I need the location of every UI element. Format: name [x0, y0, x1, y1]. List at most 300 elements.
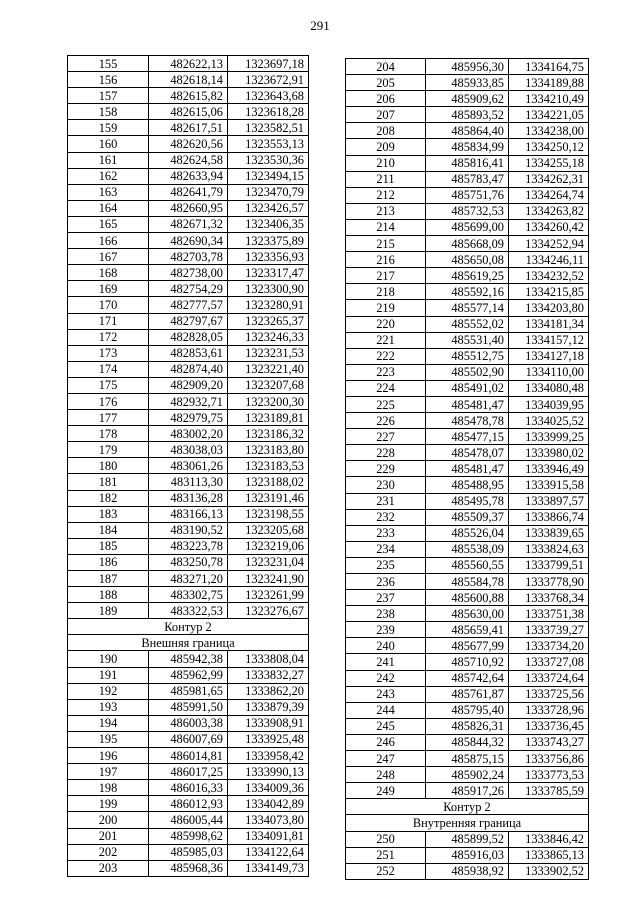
- point-number-cell: 219: [346, 300, 426, 316]
- y-coordinate-cell: 1323205,68: [228, 522, 309, 538]
- table-row: [346, 139, 589, 155]
- y-coordinate-cell: 1323189,81: [228, 410, 309, 426]
- y-coordinate-cell: 1334252,94: [509, 236, 589, 252]
- table-row: [68, 393, 309, 409]
- y-coordinate-cell: 1333785,59: [509, 783, 589, 799]
- y-coordinate-cell: 1333725,56: [509, 686, 589, 702]
- y-coordinate-cell: 1323191,46: [228, 490, 309, 506]
- x-coordinate-cell: 482979,75: [149, 410, 228, 426]
- point-number-cell: 206: [346, 91, 426, 107]
- x-coordinate-cell: 485761,87: [426, 686, 509, 702]
- x-coordinate-cell: 485677,99: [426, 638, 509, 654]
- x-coordinate-cell: 482618,14: [149, 72, 228, 88]
- section-header-row: [68, 619, 309, 635]
- point-number-cell: 204: [346, 59, 426, 75]
- table-row: [346, 316, 589, 332]
- x-coordinate-cell: 482660,95: [149, 200, 228, 216]
- point-number-cell: 179: [68, 442, 149, 458]
- y-coordinate-cell: 1334238,00: [509, 123, 589, 139]
- x-coordinate-cell: 485875,15: [426, 751, 509, 767]
- point-number-cell: 231: [346, 493, 426, 509]
- table-row: [346, 751, 589, 767]
- point-number-cell: 212: [346, 187, 426, 203]
- x-coordinate-cell: 482738,00: [149, 265, 228, 281]
- y-coordinate-cell: 1323375,89: [228, 233, 309, 249]
- point-number-cell: 222: [346, 348, 426, 364]
- y-coordinate-cell: 1334073,80: [228, 812, 309, 828]
- y-coordinate-cell: 1334110,00: [509, 364, 589, 380]
- x-coordinate-cell: 485699,00: [426, 219, 509, 235]
- table-row: [346, 348, 589, 364]
- x-coordinate-cell: 485478,78: [426, 413, 509, 429]
- point-number-cell: 184: [68, 522, 149, 538]
- x-coordinate-cell: 485998,62: [149, 828, 228, 844]
- point-number-cell: 158: [68, 104, 149, 120]
- y-coordinate-cell: 1323406,35: [228, 216, 309, 232]
- point-number-cell: 157: [68, 88, 149, 104]
- point-number-cell: 160: [68, 136, 149, 152]
- y-coordinate-cell: 1323241,90: [228, 571, 309, 587]
- y-coordinate-cell: 1334246,11: [509, 252, 589, 268]
- table-row: [68, 361, 309, 377]
- x-coordinate-cell: 483166,13: [149, 506, 228, 522]
- table-row: [68, 281, 309, 297]
- point-number-cell: 170: [68, 297, 149, 313]
- x-coordinate-cell: 482624,58: [149, 152, 228, 168]
- point-number-cell: 183: [68, 506, 149, 522]
- x-coordinate-cell: 485864,40: [426, 123, 509, 139]
- point-number-cell: 177: [68, 410, 149, 426]
- point-number-cell: 215: [346, 236, 426, 252]
- y-coordinate-cell: 1323300,90: [228, 281, 309, 297]
- table-row: [68, 731, 309, 747]
- table-row: [68, 683, 309, 699]
- x-coordinate-cell: 485742,64: [426, 670, 509, 686]
- x-coordinate-cell: 485481,47: [426, 461, 509, 477]
- table-row: [346, 525, 589, 541]
- x-coordinate-cell: 486005,44: [149, 812, 228, 828]
- y-coordinate-cell: 1323582,51: [228, 120, 309, 136]
- x-coordinate-cell: 482754,29: [149, 281, 228, 297]
- table-row: [346, 445, 589, 461]
- y-coordinate-cell: 1334264,74: [509, 187, 589, 203]
- table-row: [68, 104, 309, 120]
- point-number-cell: 168: [68, 265, 149, 281]
- x-coordinate-cell: 483322,53: [149, 603, 228, 619]
- y-coordinate-cell: 1334189,88: [509, 75, 589, 91]
- point-number-cell: 155: [68, 56, 149, 72]
- table-row: [68, 72, 309, 88]
- point-number-cell: 194: [68, 715, 149, 731]
- point-number-cell: 209: [346, 139, 426, 155]
- y-coordinate-cell: 1333958,42: [228, 748, 309, 764]
- y-coordinate-cell: 1333925,48: [228, 731, 309, 747]
- x-coordinate-cell: 485491,02: [426, 380, 509, 396]
- point-number-cell: 214: [346, 219, 426, 235]
- x-coordinate-cell: 485477,15: [426, 429, 509, 445]
- x-coordinate-cell: 482617,51: [149, 120, 228, 136]
- y-coordinate-cell: 1334091,81: [228, 828, 309, 844]
- y-coordinate-cell: 1323672,91: [228, 72, 309, 88]
- point-number-cell: 180: [68, 458, 149, 474]
- section-subheader-row: [68, 635, 309, 651]
- y-coordinate-cell: 1333846,42: [509, 831, 589, 847]
- table-row: [68, 522, 309, 538]
- point-number-cell: 217: [346, 268, 426, 284]
- table-row: [346, 429, 589, 445]
- y-coordinate-cell: 1334250,12: [509, 139, 589, 155]
- x-coordinate-cell: 485600,88: [426, 590, 509, 606]
- table-row: [346, 203, 589, 219]
- table-row: [346, 364, 589, 380]
- point-number-cell: 159: [68, 120, 149, 136]
- x-coordinate-cell: 485630,00: [426, 606, 509, 622]
- point-number-cell: 162: [68, 168, 149, 184]
- table-row: [68, 780, 309, 796]
- point-number-cell: 237: [346, 590, 426, 606]
- y-coordinate-cell: 1333862,20: [228, 683, 309, 699]
- table-row: [68, 458, 309, 474]
- x-coordinate-cell: 485902,24: [426, 767, 509, 783]
- y-coordinate-cell: 1333865,13: [509, 847, 589, 863]
- y-coordinate-cell: 1323553,13: [228, 136, 309, 152]
- point-number-cell: 221: [346, 332, 426, 348]
- table-row: [68, 554, 309, 570]
- point-number-cell: 242: [346, 670, 426, 686]
- table-row: [346, 332, 589, 348]
- y-coordinate-cell: 1333999,25: [509, 429, 589, 445]
- table-row: [68, 184, 309, 200]
- table-row: [68, 844, 309, 860]
- table-row: [346, 123, 589, 139]
- x-coordinate-cell: 483136,28: [149, 490, 228, 506]
- y-coordinate-cell: 1323356,93: [228, 249, 309, 265]
- table-row: [346, 236, 589, 252]
- table-row: [346, 734, 589, 750]
- y-coordinate-cell: 1323186,32: [228, 426, 309, 442]
- y-coordinate-cell: 1333773,53: [509, 767, 589, 783]
- x-coordinate-cell: 482703,78: [149, 249, 228, 265]
- point-number-cell: 169: [68, 281, 149, 297]
- point-number-cell: 234: [346, 541, 426, 557]
- table-row: [346, 718, 589, 734]
- y-coordinate-cell: 1334149,73: [228, 860, 309, 876]
- x-coordinate-cell: 483302,75: [149, 587, 228, 603]
- table-row: [346, 155, 589, 171]
- table-row: [68, 748, 309, 764]
- x-coordinate-cell: 485893,52: [426, 107, 509, 123]
- y-coordinate-cell: 1334262,31: [509, 171, 589, 187]
- point-number-cell: 200: [68, 812, 149, 828]
- point-number-cell: 175: [68, 377, 149, 393]
- x-coordinate-cell: 482909,20: [149, 377, 228, 393]
- table-row: [346, 91, 589, 107]
- table-row: [68, 168, 309, 184]
- y-coordinate-cell: 1323426,57: [228, 200, 309, 216]
- x-coordinate-cell: 482615,06: [149, 104, 228, 120]
- y-coordinate-cell: 1333756,86: [509, 751, 589, 767]
- x-coordinate-cell: 485751,76: [426, 187, 509, 203]
- table-row: [68, 587, 309, 603]
- x-coordinate-cell: 482690,34: [149, 233, 228, 249]
- point-number-cell: 252: [346, 863, 426, 879]
- x-coordinate-cell: 485478,07: [426, 445, 509, 461]
- x-coordinate-cell: 485985,03: [149, 844, 228, 860]
- table-row: [346, 783, 589, 799]
- point-number-cell: 250: [346, 831, 426, 847]
- table-row: [68, 216, 309, 232]
- point-number-cell: 188: [68, 587, 149, 603]
- x-coordinate-cell: 483002,20: [149, 426, 228, 442]
- table-row: [346, 268, 589, 284]
- point-number-cell: 228: [346, 445, 426, 461]
- x-coordinate-cell: 482622,13: [149, 56, 228, 72]
- point-number-cell: 241: [346, 654, 426, 670]
- x-coordinate-cell: 485552,02: [426, 316, 509, 332]
- point-number-cell: 166: [68, 233, 149, 249]
- point-number-cell: 197: [68, 764, 149, 780]
- point-number-cell: 223: [346, 364, 426, 380]
- point-number-cell: 205: [346, 75, 426, 91]
- table-row: [68, 490, 309, 506]
- point-number-cell: 218: [346, 284, 426, 300]
- table-row: [68, 538, 309, 554]
- x-coordinate-cell: 485968,36: [149, 860, 228, 876]
- point-number-cell: 163: [68, 184, 149, 200]
- table-row: [346, 847, 589, 863]
- y-coordinate-cell: 1333839,65: [509, 525, 589, 541]
- table-row: [346, 461, 589, 477]
- y-coordinate-cell: 1323697,18: [228, 56, 309, 72]
- y-coordinate-cell: 1333908,91: [228, 715, 309, 731]
- x-coordinate-cell: 485938,92: [426, 863, 509, 879]
- table-row: [346, 606, 589, 622]
- x-coordinate-cell: 482874,40: [149, 361, 228, 377]
- x-coordinate-cell: 485962,99: [149, 667, 228, 683]
- y-coordinate-cell: 1334042,89: [228, 796, 309, 812]
- point-number-cell: 196: [68, 748, 149, 764]
- x-coordinate-cell: 482853,61: [149, 345, 228, 361]
- x-coordinate-cell: 483223,78: [149, 538, 228, 554]
- table-row: [346, 284, 589, 300]
- point-number-cell: 233: [346, 525, 426, 541]
- table-row: [68, 120, 309, 136]
- point-number-cell: 195: [68, 731, 149, 747]
- point-number-cell: 171: [68, 313, 149, 329]
- page-number: 291: [310, 18, 330, 33]
- point-number-cell: 193: [68, 699, 149, 715]
- point-number-cell: 176: [68, 393, 149, 409]
- table-row: [68, 136, 309, 152]
- x-coordinate-cell: 485502,90: [426, 364, 509, 380]
- table-row: [346, 541, 589, 557]
- point-number-cell: 189: [68, 603, 149, 619]
- y-coordinate-cell: 1323198,55: [228, 506, 309, 522]
- y-coordinate-cell: 1333866,74: [509, 509, 589, 525]
- point-number-cell: 226: [346, 413, 426, 429]
- x-coordinate-cell: 483113,30: [149, 474, 228, 490]
- x-coordinate-cell: 483190,52: [149, 522, 228, 538]
- point-number-cell: 187: [68, 571, 149, 587]
- y-coordinate-cell: 1333946,49: [509, 461, 589, 477]
- y-coordinate-cell: 1333724,64: [509, 670, 589, 686]
- x-coordinate-cell: 483250,78: [149, 554, 228, 570]
- y-coordinate-cell: 1323276,67: [228, 603, 309, 619]
- y-coordinate-cell: 1333824,63: [509, 541, 589, 557]
- x-coordinate-cell: 482797,67: [149, 313, 228, 329]
- table-row: [68, 426, 309, 442]
- point-number-cell: 243: [346, 686, 426, 702]
- table-row: [68, 442, 309, 458]
- y-coordinate-cell: 1333897,57: [509, 493, 589, 509]
- point-number-cell: 244: [346, 702, 426, 718]
- y-coordinate-cell: 1323200,30: [228, 393, 309, 409]
- point-number-cell: 181: [68, 474, 149, 490]
- y-coordinate-cell: 1334122,64: [228, 844, 309, 860]
- x-coordinate-cell: 482828,05: [149, 329, 228, 345]
- table-row: [346, 396, 589, 412]
- y-coordinate-cell: 1323183,53: [228, 458, 309, 474]
- x-coordinate-cell: 485844,32: [426, 734, 509, 750]
- x-coordinate-cell: 485917,26: [426, 783, 509, 799]
- y-coordinate-cell: 1333768,34: [509, 590, 589, 606]
- table-row: [68, 474, 309, 490]
- table-row: [346, 686, 589, 702]
- x-coordinate-cell: 486007,69: [149, 731, 228, 747]
- table-row: [68, 56, 309, 72]
- point-number-cell: 216: [346, 252, 426, 268]
- y-coordinate-cell: 1323643,68: [228, 88, 309, 104]
- y-coordinate-cell: 1333743,27: [509, 734, 589, 750]
- y-coordinate-cell: 1323280,91: [228, 297, 309, 313]
- y-coordinate-cell: 1323188,02: [228, 474, 309, 490]
- y-coordinate-cell: 1333739,27: [509, 622, 589, 638]
- x-coordinate-cell: 485512,75: [426, 348, 509, 364]
- x-coordinate-cell: 483038,03: [149, 442, 228, 458]
- table-row: [68, 667, 309, 683]
- point-number-cell: 174: [68, 361, 149, 377]
- y-coordinate-cell: 1334181,34: [509, 316, 589, 332]
- x-coordinate-cell: 486017,25: [149, 764, 228, 780]
- point-number-cell: 224: [346, 380, 426, 396]
- y-coordinate-cell: 1333808,04: [228, 651, 309, 667]
- y-coordinate-cell: 1333832,27: [228, 667, 309, 683]
- point-number-cell: 227: [346, 429, 426, 445]
- y-coordinate-cell: 1323219,06: [228, 538, 309, 554]
- table-row: [68, 233, 309, 249]
- y-coordinate-cell: 1334127,18: [509, 348, 589, 364]
- x-coordinate-cell: 485834,99: [426, 139, 509, 155]
- y-coordinate-cell: 1333799,51: [509, 557, 589, 573]
- x-coordinate-cell: 485488,95: [426, 477, 509, 493]
- table-row: [346, 171, 589, 187]
- table-row: [68, 715, 309, 731]
- point-number-cell: 247: [346, 751, 426, 767]
- table-row: [68, 345, 309, 361]
- table-row: [346, 252, 589, 268]
- x-coordinate-cell: 485668,09: [426, 236, 509, 252]
- x-coordinate-cell: 482633,94: [149, 168, 228, 184]
- table-row: [68, 828, 309, 844]
- point-number-cell: 165: [68, 216, 149, 232]
- point-number-cell: 203: [68, 860, 149, 876]
- table-row: [346, 590, 589, 606]
- x-coordinate-cell: 482620,56: [149, 136, 228, 152]
- table-row: [346, 187, 589, 203]
- table-row: [346, 300, 589, 316]
- table-row: [346, 493, 589, 509]
- point-number-cell: 230: [346, 477, 426, 493]
- point-number-cell: 172: [68, 329, 149, 345]
- y-coordinate-cell: 1323317,47: [228, 265, 309, 281]
- y-coordinate-cell: 1334210,49: [509, 91, 589, 107]
- point-number-cell: 245: [346, 718, 426, 734]
- x-coordinate-cell: 482641,79: [149, 184, 228, 200]
- y-coordinate-cell: 1333980,02: [509, 445, 589, 461]
- y-coordinate-cell: 1334232,52: [509, 268, 589, 284]
- table-row: [68, 377, 309, 393]
- point-number-cell: 251: [346, 847, 426, 863]
- point-number-cell: 201: [68, 828, 149, 844]
- boundary-header: Внешняя граница: [68, 635, 309, 651]
- x-coordinate-cell: 485495,78: [426, 493, 509, 509]
- x-coordinate-cell: 485659,41: [426, 622, 509, 638]
- y-coordinate-cell: 1323494,15: [228, 168, 309, 184]
- table-row: [68, 265, 309, 281]
- y-coordinate-cell: 1334260,42: [509, 219, 589, 235]
- table-row: [346, 75, 589, 91]
- section-header-row: [346, 799, 589, 815]
- x-coordinate-cell: 485650,08: [426, 252, 509, 268]
- y-coordinate-cell: 1333915,58: [509, 477, 589, 493]
- x-coordinate-cell: 485732,53: [426, 203, 509, 219]
- y-coordinate-cell: 1333902,52: [509, 863, 589, 879]
- x-coordinate-cell: 482777,57: [149, 297, 228, 313]
- table-row: [68, 812, 309, 828]
- point-number-cell: 246: [346, 734, 426, 750]
- table-row: [346, 622, 589, 638]
- y-coordinate-cell: 1323207,68: [228, 377, 309, 393]
- x-coordinate-cell: 485795,40: [426, 702, 509, 718]
- table-row: [346, 574, 589, 590]
- x-coordinate-cell: 485577,14: [426, 300, 509, 316]
- point-number-cell: 207: [346, 107, 426, 123]
- boundary-header: Внутренняя граница: [346, 815, 589, 831]
- y-coordinate-cell: 1323231,04: [228, 554, 309, 570]
- y-coordinate-cell: 1333778,90: [509, 574, 589, 590]
- point-number-cell: 167: [68, 249, 149, 265]
- point-number-cell: 208: [346, 123, 426, 139]
- y-coordinate-cell: 1334215,85: [509, 284, 589, 300]
- table-row: [346, 219, 589, 235]
- coordinates-table-left: [67, 55, 309, 877]
- x-coordinate-cell: 482671,32: [149, 216, 228, 232]
- table-row: [68, 249, 309, 265]
- table-row: [346, 477, 589, 493]
- table-row: [346, 670, 589, 686]
- coordinates-table-right: [345, 58, 589, 880]
- point-number-cell: 185: [68, 538, 149, 554]
- x-coordinate-cell: 485619,25: [426, 268, 509, 284]
- y-coordinate-cell: 1334157,12: [509, 332, 589, 348]
- table-row: [68, 796, 309, 812]
- y-coordinate-cell: 1334221,05: [509, 107, 589, 123]
- y-coordinate-cell: 1333727,08: [509, 654, 589, 670]
- point-number-cell: 249: [346, 783, 426, 799]
- x-coordinate-cell: 485783,47: [426, 171, 509, 187]
- table-row: [68, 651, 309, 667]
- point-number-cell: 248: [346, 767, 426, 783]
